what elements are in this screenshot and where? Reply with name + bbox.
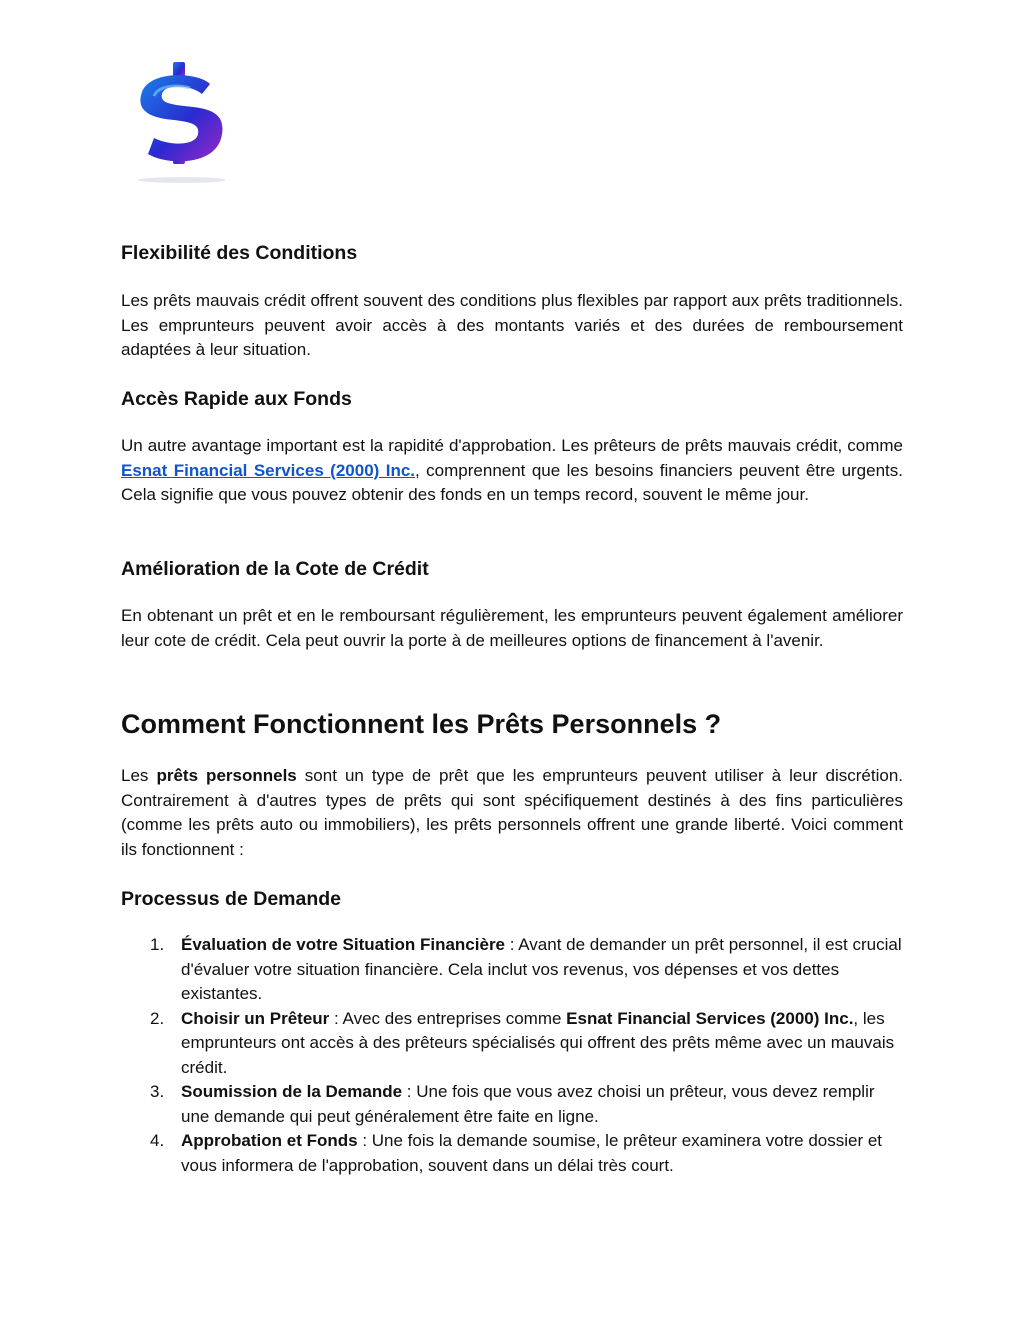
step-text: : Avec des entreprises comme bbox=[329, 1008, 567, 1028]
step-text: : Une fois que vous avez choisi un prêteur, vous devez remplir une demande qui peut généralement être faite en ligne. bbox=[181, 1082, 875, 1126]
dollar-s-logo-icon bbox=[132, 62, 232, 184]
bold-term: prêts personnels bbox=[156, 766, 297, 785]
step-title: Approbation et Fonds bbox=[181, 1131, 358, 1150]
step-bold-company: Esnat Financial Services (2000) Inc. bbox=[566, 1008, 854, 1028]
heading-comment-fonctionnent: Comment Fonctionnent les Prêts Personnels ? bbox=[121, 709, 722, 739]
text-span: Un autre avantage important est la rapidité d'approbation. Les prêteurs de prêts mauvais crédit, comme bbox=[121, 436, 903, 455]
list-number: 1. bbox=[150, 935, 165, 954]
section-text-flexibilite: Les prêts mauvais crédit offrent souvent des conditions plus flexibles par rapport aux prêts traditionnels. Les emprunteurs peuvent avoir accès à des montants variés et des durées de remboursement adaptées à leur situation. bbox=[121, 291, 903, 359]
list-item bbox=[121, 1129, 903, 1178]
text-span: Les bbox=[121, 766, 157, 785]
section-title-cote: Amélioration de la Cote de Crédit bbox=[121, 558, 429, 580]
step-text: : Une fois la demande soumise, le prêteur examinera votre dossier et vous informera de l'approbation, souvent dans un délai très court. bbox=[181, 1131, 883, 1175]
step-title: Évaluation de votre Situation Financière bbox=[181, 935, 506, 954]
step-text: : Avant de demander un prêt personnel, il est crucial d'évaluer votre situation financière. Cela inclut vos revenus, vos dépenses et vos dettes existantes. bbox=[181, 935, 902, 1003]
step-text: , les emprunteurs ont accès à des prêteurs spécialisés qui offrent des prêts même avec un mauvais crédit. bbox=[181, 1008, 895, 1077]
list-item bbox=[121, 933, 903, 1007]
step-title: Choisir un Prêteur bbox=[181, 1008, 330, 1028]
list-item bbox=[121, 1007, 903, 1081]
text-span: , comprennent que les besoins financiers peuvent être urgents. Cela signifie que vous pouvez obtenir des fonds en un temps record, souvent le même jour. bbox=[121, 460, 903, 504]
section-title-flexibilite: Flexibilité des Conditions bbox=[121, 242, 358, 264]
esnat-link[interactable]: Esnat Financial Services (2000) Inc. bbox=[121, 460, 416, 480]
text-span: sont un type de prêt que les emprunteurs peuvent utiliser à leur discrétion. Contrairement à d'autres types de prêts qui sont spécifiquement destinés à des fins particulières (comme les prêts auto ou immobiliers), les prêts personnels offrent une grande liberté. Voici comment ils fonctionnent : bbox=[121, 766, 903, 859]
section-title-processus: Processus de Demande bbox=[121, 888, 342, 910]
steps-list bbox=[121, 933, 903, 1178]
step-title: Soumission de la Demande bbox=[181, 1082, 403, 1101]
section-text-cote: En obtenant un prêt et en le remboursant régulièrement, les emprunteurs peuvent également améliorer leur cote de crédit. Cela peut ouvrir la porte à de meilleures options de financement à l'avenir. bbox=[121, 606, 903, 650]
list-item bbox=[121, 1080, 903, 1129]
list-number: 4. bbox=[150, 1131, 165, 1150]
section-text-comment bbox=[121, 764, 903, 862]
list-number: 2. bbox=[150, 1008, 165, 1028]
section-title-acces-rapide: Accès Rapide aux Fonds bbox=[121, 388, 352, 410]
section-text-acces-rapide bbox=[121, 434, 903, 508]
list-number: 3. bbox=[150, 1082, 165, 1101]
dollar-s-logo bbox=[132, 62, 232, 184]
